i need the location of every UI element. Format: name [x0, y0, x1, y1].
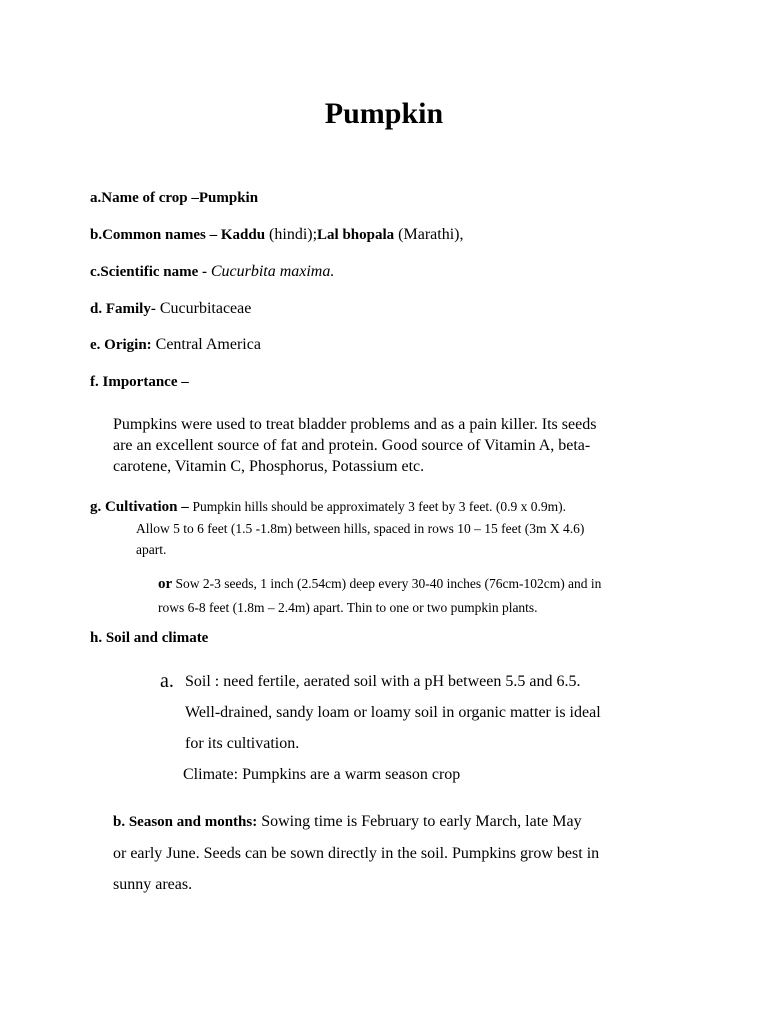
or-label: or: [158, 576, 173, 592]
item-common-names: [90, 226, 463, 244]
item-name-of-crop: [90, 190, 258, 207]
alternative-line: Sow 2-3 seeds, 1 inch (2.54cm) deep every 30-40 inches (76cm-102cm) and in: [172, 576, 602, 591]
alternative-line: rows 6-8 feet (1.8m – 2.4m) apart. Thin to one or two pumpkin plants.: [158, 600, 538, 615]
soil-sub-marker: a.: [160, 670, 174, 692]
common-name-marathi: Lal bhopala: [317, 227, 395, 243]
origin-value: Central America: [151, 336, 261, 353]
season-line: sunny areas.: [113, 876, 193, 893]
alternative-first-line: [158, 572, 658, 596]
soil-line: Soil : need fertile, aerated soil with a pH between 5.5 and 6.5.: [185, 673, 581, 690]
cultivation-line: apart.: [136, 542, 167, 557]
climate-line: Climate: Pumpkins are a warm season crop: [183, 766, 461, 783]
origin-label: e. Origin:: [90, 337, 152, 353]
cultivation-first-line: [90, 496, 660, 518]
common-name-hindi: Kaddu: [220, 227, 266, 243]
cultivation-text: [90, 496, 660, 560]
family-value: Cucurbitaceae: [155, 300, 252, 317]
common-name-marathi-lang: (Marathi),: [394, 226, 464, 243]
family-label: d. Family-: [90, 301, 156, 317]
scientific-name-value: Cucurbita maxima.: [210, 263, 335, 280]
page-title: Pumpkin: [324, 97, 444, 130]
scientific-name-label: c.Scientific name -: [90, 264, 211, 280]
common-name-hindi-lang: (hindi);: [265, 226, 318, 243]
item-scientific-name: [90, 263, 334, 281]
item-family: [90, 300, 251, 318]
season-line: Sowing time is February to early March, late May: [257, 813, 582, 830]
importance-line: Pumpkins were used to treat bladder problems and as a pain killer. Its seeds: [113, 416, 597, 433]
name-of-crop-value: Pumpkin: [198, 190, 259, 206]
cultivation-alternative: [158, 572, 658, 619]
importance-line: carotene, Vitamin C, Phosphorus, Potassium etc.: [113, 458, 425, 475]
common-names-label: b.Common names –: [90, 227, 221, 243]
item-origin: [90, 336, 261, 354]
season-line: or early June. Seeds can be sown directly in the soil. Pumpkins grow best in: [113, 845, 600, 862]
season-text: [113, 806, 658, 900]
importance-heading: f. Importance –: [90, 374, 189, 390]
soil-line: for its cultivation.: [185, 735, 300, 752]
soil-line: Well-drained, sandy loam or loamy soil in organic matter is ideal: [185, 704, 601, 721]
cultivation-line: Pumpkin hills should be approximately 3 feet by 3 feet. (0.9 x 0.9m).: [192, 499, 566, 514]
cultivation-line: Allow 5 to 6 feet (1.5 -1.8m) between hills, spaced in rows 10 – 15 feet (3m X 4.6): [136, 521, 585, 536]
importance-text: [113, 414, 653, 477]
cultivation-label: g. Cultivation –: [90, 499, 193, 515]
soil-climate-heading: h. Soil and climate: [90, 630, 209, 646]
importance-line: are an excellent source of fat and protein. Good source of Vitamin A, beta-: [113, 437, 591, 454]
season-first-line: [113, 806, 658, 838]
season-label: b. Season and months:: [113, 814, 258, 830]
name-of-crop-label: a.Name of crop –: [90, 190, 199, 206]
